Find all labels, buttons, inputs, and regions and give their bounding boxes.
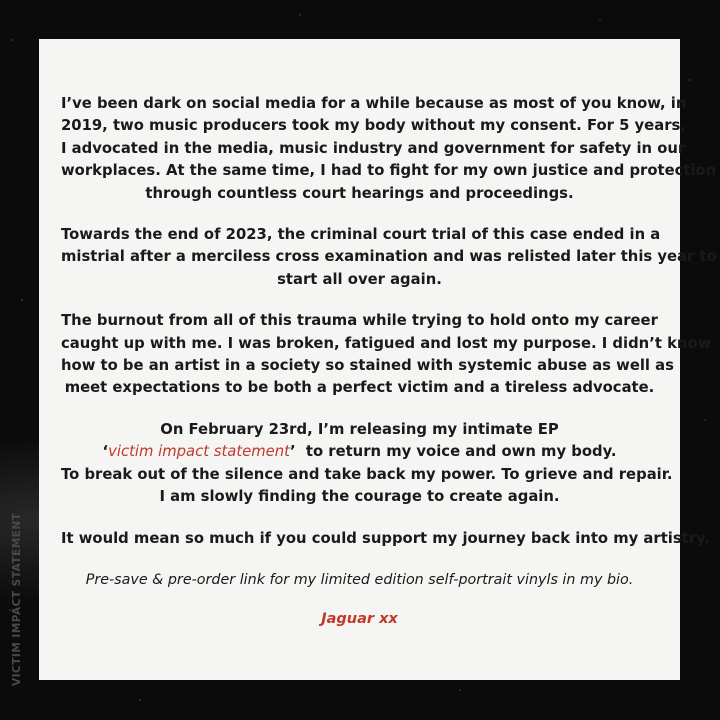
statement-card <box>39 39 717 680</box>
side-label: VICTIM IMPACT STATEMENT <box>11 512 23 686</box>
text-line: how to be an artist in a society so stained with systemic abuse as well as <box>61 357 674 375</box>
text-segment: to return my voice and own my body. <box>295 443 617 461</box>
text-line: 2019, two music producers took my body without my consent. For 5 years, <box>61 117 686 135</box>
text-line: The burnout from all of this trauma while trying to hold onto my career <box>61 312 658 330</box>
text-line: Towards the end of 2023, the criminal court trial of this case ended in a <box>61 226 661 244</box>
paragraph-advocacy <box>61 93 717 205</box>
text-line: through countless court hearings and proceedings. <box>145 184 574 202</box>
ep-title: victim impact statement <box>108 443 290 461</box>
text-line: workplaces. At the same time, I had to fight for my own justice and protection <box>61 162 717 180</box>
text-line: On February 23rd, I’m releasing my intimate EP <box>160 420 559 438</box>
quote-close: ’ <box>289 443 296 461</box>
paragraph-burnout <box>61 310 712 400</box>
text-line: I’ve been dark on social media for a while because as most of you know, in <box>61 95 687 112</box>
text-line: I advocated in the media, music industry and government for safety in our <box>61 139 686 157</box>
text-line: meet expectations to be both a perfect victim and a tireless advocate. <box>64 379 655 397</box>
presave-note: Pre-save & pre-order link for my limited edition self-portrait vinyls in my bio. <box>85 571 634 588</box>
text-line: mistrial after a merciless cross examination and was relisted later this year to <box>61 248 717 266</box>
text-line: I am slowly finding the courage to create again. <box>159 488 560 506</box>
text-line: start all over again. <box>277 270 442 288</box>
text-line <box>61 441 658 463</box>
paragraph-mistrial <box>61 224 717 291</box>
text-line: It would mean so much if you could support my journey back into my artistry. <box>61 529 710 547</box>
signature: Jaguar xx <box>321 610 398 627</box>
paragraph-release <box>61 419 673 509</box>
paragraph-support <box>61 528 710 550</box>
text-line: caught up with me. I was broken, fatigued and lost my purpose. I didn’t know <box>61 334 712 352</box>
text-line: To break out of the silence and take back my power. To grieve and repair. <box>61 465 673 483</box>
quote-open: ‘ <box>102 443 109 461</box>
